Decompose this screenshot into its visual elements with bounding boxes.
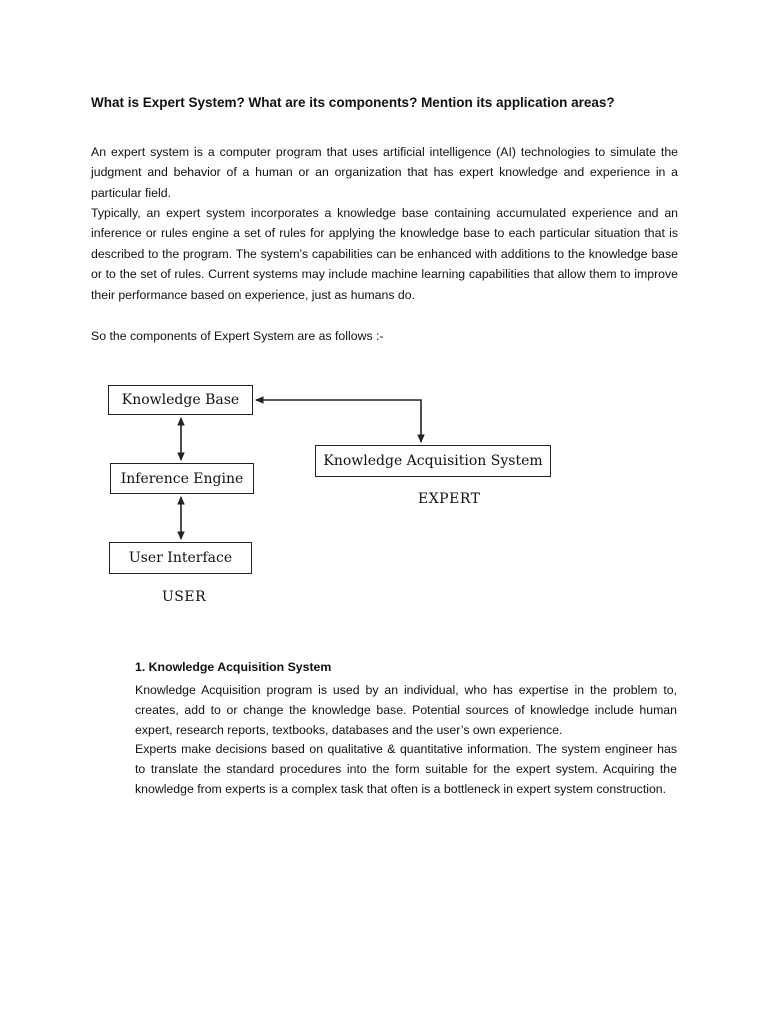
section-paragraph: Experts make decisions based on qualitative & quantitative information. The system engineer has to translate the standard procedures into the form suitable for the expert system. Acquiring the knowledge from experts is a complex task that often is a bottleneck in expert system construction. xyxy=(135,742,677,797)
description-paragraph: Typically, an expert system incorporates a knowledge base containing accumulated experience and an inference or rules engine a set of rules for applying the knowledge base to each particular situation that is described to the program. The system's capabilities can be enhanced with additions to the knowledge base or to the set of rules. Current systems may include machine learning capabilities that allow them to improve their performance based on experience, just as humans do. xyxy=(91,206,678,302)
expert-system-diagram xyxy=(100,370,570,620)
kb-kas-arrow xyxy=(256,400,421,442)
section-title: 1. Knowledge Acquisition System xyxy=(135,660,332,674)
knowledge-base-box: Knowledge Base xyxy=(108,385,253,415)
section-paragraph: Knowledge Acquisition program is used by an individual, who has expertise in the problem to, creates, add to or change the knowledge base. Potential sources of knowledge include human expert, research reports, textbooks, databases and the user’s own experience. xyxy=(135,683,677,738)
expert-label: EXPERT xyxy=(418,491,481,507)
user-label: USER xyxy=(162,589,207,605)
knowledge-acquisition-box: Knowledge Acquisition System xyxy=(315,445,551,477)
user-interface-box: User Interface xyxy=(109,542,252,574)
definition-paragraph: An expert system is a computer program that uses artificial intelligence (AI) technologies to simulate the judgment and behavior of a human or an organization that has expert knowledge and experience in a particular field. xyxy=(91,145,678,200)
inference-engine-box: Inference Engine xyxy=(110,463,254,494)
components-intro: So the components of Expert System are as follows :- xyxy=(91,329,384,343)
question-heading: What is Expert System? What are its components? Mention its application areas? xyxy=(91,95,615,110)
